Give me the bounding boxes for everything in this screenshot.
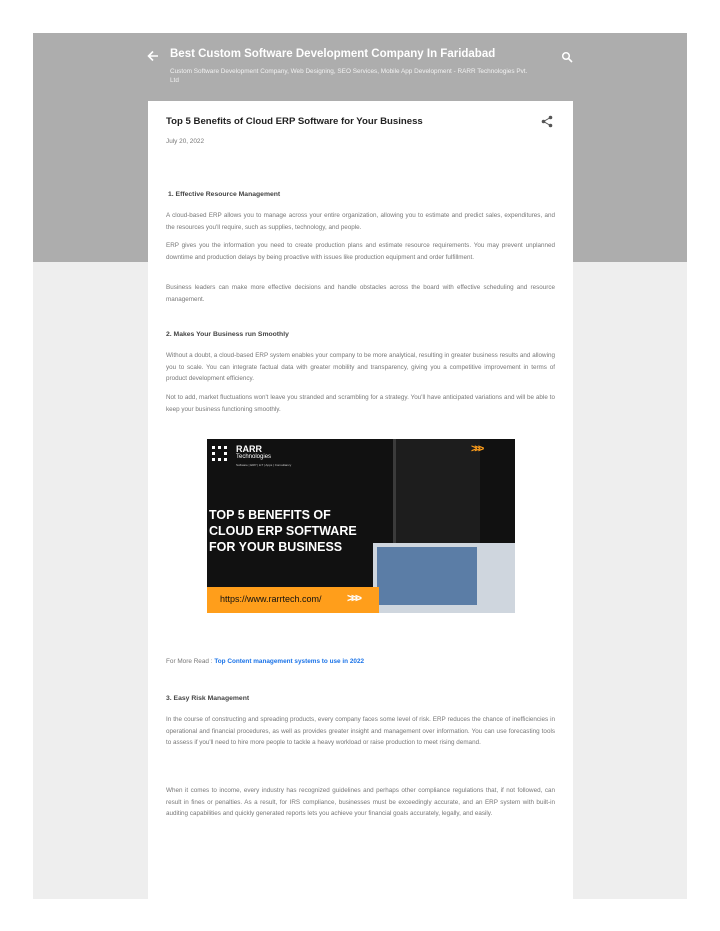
paragraph: A cloud-based ERP allows you to manage across your entire organization, allowing you to estimate and predict sales, expenditures, and the resources you'll require, such as supplies, technology, and people. <box>166 212 555 231</box>
rarr-logo-icon <box>211 445 231 463</box>
paragraph: Business leaders can make more effective decisions and handle obstacles across the board with effective scheduling and resource management. <box>166 284 555 303</box>
promo-image[interactable] <box>207 439 515 613</box>
brand-subtitle: Technologies <box>236 454 272 460</box>
site-description: Custom Software Development Company, Web Designing, SEO Services, Mobile App Development - RARR Technologies Pvt. Ltd <box>170 68 528 84</box>
paragraph: ERP gives you the information you need to create production plans and estimate resource requirements. You may prevent unplanned downtime and production delays by being proactive with issues like production equipment and order fulfillment. <box>166 242 555 261</box>
read-more <box>166 658 364 665</box>
section-heading: 3. Easy Risk Management <box>166 695 250 702</box>
promo-url: https://www.rarrtech.com/ <box>220 594 322 604</box>
paragraph: Not to add, market fluctuations won't leave you stranded and scrambling for a strategy. You'll have anticipated variations and will be able to keep your business functioning smoothly. <box>166 394 555 413</box>
page-frame <box>33 33 687 899</box>
post-date: July 20, 2022 <box>166 138 205 145</box>
chevrons-icon: >>> <box>347 591 360 605</box>
laptop-screen <box>377 547 477 605</box>
section-heading: 2. Makes Your Business run Smoothly <box>166 331 289 338</box>
site-title[interactable]: Best Custom Software Development Company In Faridabad <box>170 48 496 60</box>
promo-url-bar <box>207 587 379 613</box>
post-title: Top 5 Benefits of Cloud ERP Software for Your Business <box>166 116 423 127</box>
read-more-link[interactable]: Top Content management systems to use in 2022 <box>214 658 365 665</box>
paragraph: When it comes to income, every industry has recognized guidelines and perhaps other compliance regulations that, if not followed, can result in fines or penalties. As a result, for IRS compliance, businesses must be exceedingly accurate, and an ERP system with built-in auditing capabilities and quickly generated reports lets you achieve your financial goals accurately, legally, and easily. <box>166 787 555 817</box>
post-card <box>148 101 573 899</box>
chevrons-icon: >>> <box>471 443 482 455</box>
paragraph: In the course of constructing and spreading products, every company faces some level of risk. ERP reduces the chance of inefficiencies in operational and financial procedures, as well as provides greater insight and management over information. You can use forecasting tools to assess if you'll need to hire more people to tackle a heavy workload or raise production to meet rising demand. <box>166 716 555 746</box>
brand-tagline: Software | ERP | IoT | Apps | Consultancy <box>236 463 292 467</box>
read-more-label: For More Read : <box>166 658 215 665</box>
arrow-left-icon[interactable] <box>146 49 160 63</box>
search-icon[interactable] <box>561 51 573 63</box>
section-heading: 1. Effective Resource Management <box>168 191 281 198</box>
share-icon[interactable] <box>541 115 553 128</box>
brand-name: RARR <box>236 444 262 454</box>
paragraph: Without a doubt, a cloud-based ERP system enables your company to be more analytical, resulting in greater business results and allowing you to scale. You can integrate factual data with greater mobility and transparency, giving you a competitive improvement in terms of product development efficiency. <box>166 352 555 382</box>
promo-headline: TOP 5 BENEFITS OF CLOUD ERP SOFTWARE FOR YOUR BUSINESS <box>209 508 357 554</box>
